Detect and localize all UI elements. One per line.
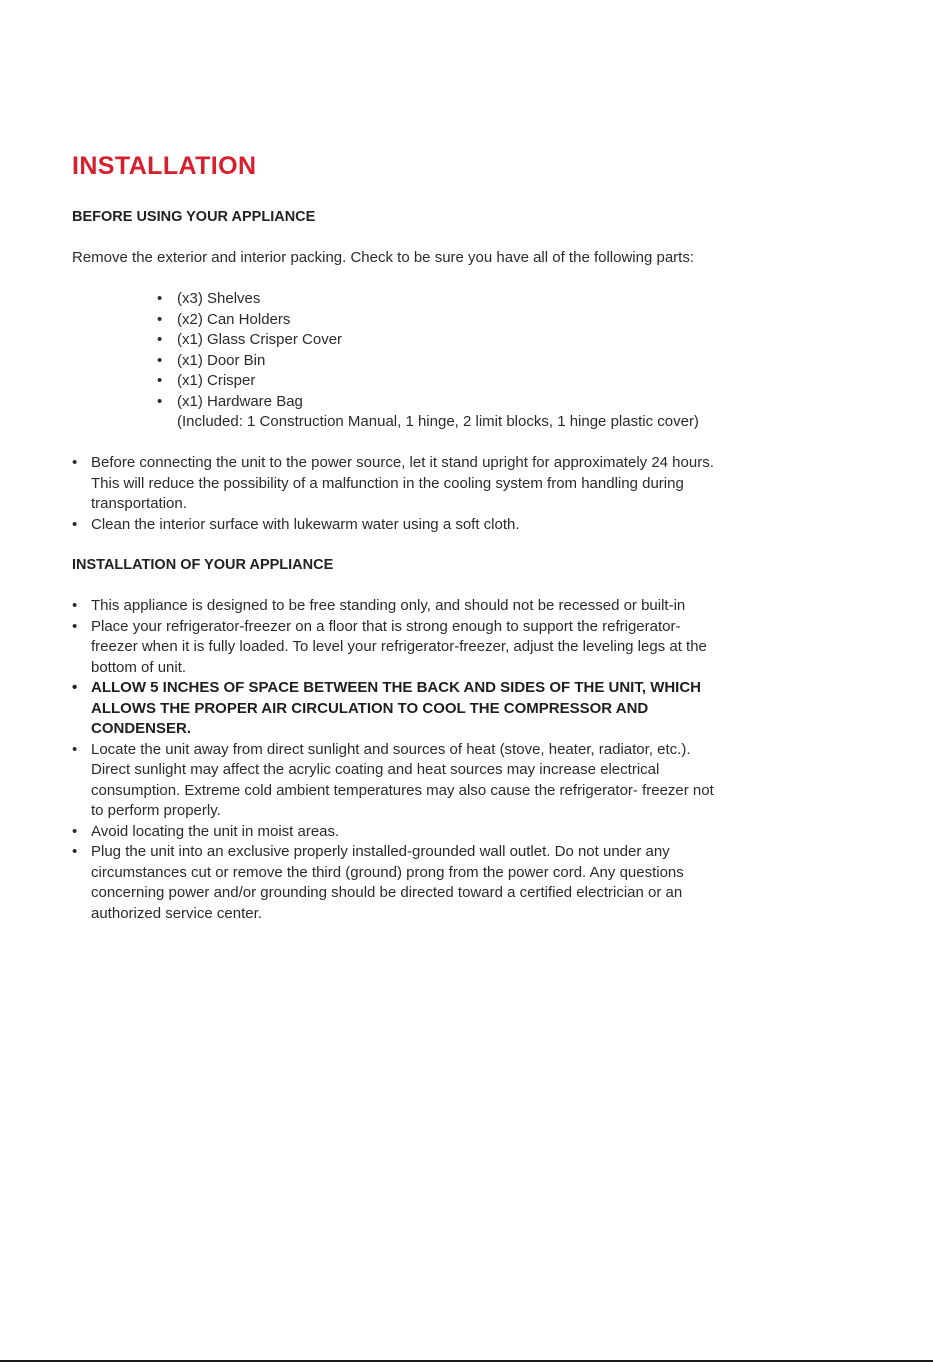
parts-list-item (157, 310, 699, 331)
bullet-icon: • (72, 740, 78, 758)
bullet-text-line: ALLOWS THE PROPER AIR CIRCULATION TO COOL THE COMPRESSOR AND (91, 699, 649, 717)
bullet-item (72, 453, 862, 515)
installation-bullet-list (72, 596, 862, 924)
bullet-item-emphasis (72, 678, 862, 740)
bullet-icon: • (72, 822, 78, 840)
parts-list (157, 289, 699, 433)
bullet-item (72, 515, 862, 536)
bullet-item (72, 596, 862, 617)
bullet-text-line: concerning power and/or grounding should be directed toward a certified electrician or an (91, 884, 683, 901)
before-using-bullet-list (72, 453, 862, 535)
bullet-text-line: consumption. Extreme cold ambient temperatures may also cause the refrigerator- freezer not (91, 781, 714, 799)
bullet-text-line: Before connecting the unit to the power source, let it stand upright for approximately 24 hours. (91, 454, 714, 471)
bullet-icon: • (72, 597, 78, 614)
bullet-icon: • (157, 372, 163, 389)
bullet-text-line: freezer when it is fully loaded. To level your refrigerator-freezer, adjust the leveling legs at the (91, 638, 707, 655)
bullet-icon: • (72, 454, 78, 471)
bullet-icon: • (72, 617, 78, 635)
parts-list-item-text: (x3) Shelves (177, 290, 261, 307)
bullet-text-line: authorized service center. (91, 904, 262, 922)
bullet-text-line: ALLOW 5 INCHES OF SPACE BETWEEN THE BACK AND SIDES OF THE UNIT, WHICH (91, 679, 702, 696)
bullet-icon: • (157, 331, 163, 348)
parts-list-item (157, 371, 699, 392)
bullet-text-line: Place your refrigerator-freezer on a floor that is strong enough to support the refrigerator- (91, 617, 681, 635)
parts-list-item-text: (x1) Door Bin (177, 351, 266, 369)
parts-list-item (157, 330, 699, 351)
bullet-icon: • (72, 679, 78, 696)
parts-list-item (157, 392, 699, 433)
bullet-text-line: Locate the unit away from direct sunlight and sources of heat (stove, heater, radiator, etc.). (91, 740, 691, 758)
intro-paragraph: Remove the exterior and interior packing. Check to be sure you have all of the following parts: (72, 249, 695, 266)
bullet-item (72, 822, 862, 843)
bullet-text-line: Plug the unit into an exclusive properly installed-grounded wall outlet. Do not under any (91, 843, 670, 860)
bullet-icon: • (157, 351, 163, 369)
bullet-text-line: Direct sunlight may affect the acrylic coating and heat sources may increase electrical (91, 761, 660, 778)
bullet-text-line: transportation. (91, 495, 187, 512)
parts-list-item-text: (x1) Crisper (177, 372, 256, 389)
bullet-icon: • (157, 290, 163, 307)
bullet-item (72, 740, 862, 822)
bullet-text-line: to perform properly. (91, 802, 221, 819)
bullet-text-line: This will reduce the possibility of a malfunction in the cooling system from handling during (91, 474, 684, 492)
section-heading-before-using: BEFORE USING YOUR APPLIANCE (72, 209, 316, 225)
bullet-icon: • (72, 843, 78, 860)
parts-list-item (157, 351, 699, 372)
bullet-item (72, 842, 862, 924)
bullet-text-line: Clean the interior surface with lukewarm water using a soft cloth. (91, 515, 520, 533)
bullet-icon: • (157, 392, 163, 410)
bullet-icon: • (157, 310, 163, 328)
bullet-text-line: CONDENSER. (91, 720, 192, 737)
bullet-text-line: circumstances cut or remove the third (ground) prong from the power cord. Any questions (91, 863, 684, 881)
section-heading-installation: INSTALLATION OF YOUR APPLIANCE (72, 557, 334, 573)
parts-list-item-text: (x1) Hardware Bag (177, 392, 303, 410)
page-title: INSTALLATION (72, 152, 257, 180)
hardware-bag-note: (Included: 1 Construction Manual, 1 hinge, 2 limit blocks, 1 hinge plastic cover) (177, 413, 699, 430)
bullet-icon: • (72, 515, 78, 533)
parts-list-item (157, 289, 699, 310)
bullet-text-line: Avoid locating the unit in moist areas. (91, 822, 340, 840)
parts-list-item-text: (x1) Glass Crisper Cover (177, 331, 343, 348)
bullet-text-line: bottom of unit. (91, 658, 187, 676)
bullet-item (72, 617, 862, 679)
parts-list-item-text: (x2) Can Holders (177, 310, 291, 328)
bullet-text-line: This appliance is designed to be free standing only, and should not be recessed or built-in (91, 597, 686, 614)
